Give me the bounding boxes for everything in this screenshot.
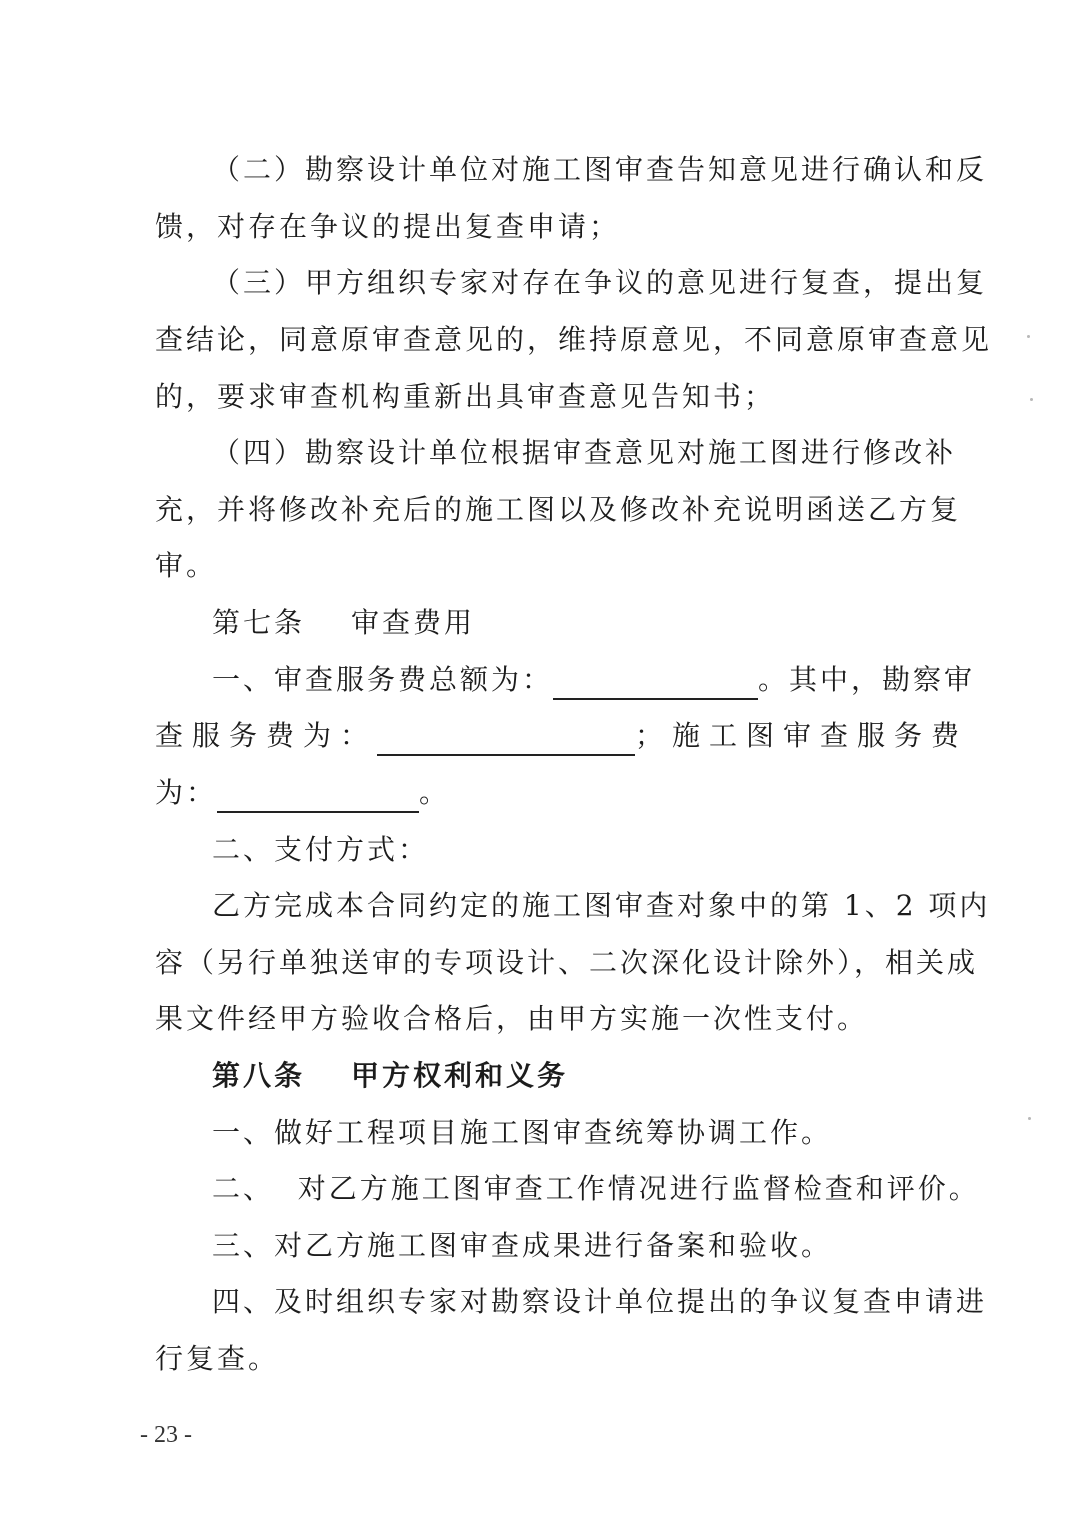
paragraph-line: 乙方完成本合同约定的施工图审查对象中的第 1、2 项内	[212, 889, 991, 922]
drawing-fee-line	[155, 773, 930, 813]
scan-speck	[1030, 398, 1033, 401]
list-item: 一、做好工程项目施工图审查统筹协调工作。	[212, 1116, 833, 1149]
list-item-continuation: 行复查。	[155, 1342, 280, 1375]
article-7-heading	[212, 603, 930, 643]
paragraph-line: （四）勘察设计单位根据审查意见对施工图进行修改补	[212, 436, 957, 469]
survey-fee-blank	[377, 724, 635, 756]
paragraph-line: 馈，对存在争议的提出复查申请；	[155, 210, 621, 243]
fee-total-blank	[553, 668, 758, 700]
article-title: 甲方权利和义务	[351, 1059, 569, 1092]
list-item: 二、 对乙方施工图审查工作情况进行监督检查和评价。	[212, 1172, 980, 1205]
fee-total-suffix: 。其中，勘察审	[758, 663, 976, 696]
paragraph-line: 充，并将修改补充后的施工图以及修改补充说明函送乙方复	[155, 493, 962, 526]
fee-total-label: 一、审查服务费总额为：	[212, 663, 554, 696]
paragraph-line: 查结论，同意原审查意见的，维持原意见，不同意原审查意见	[155, 323, 993, 356]
scan-speck	[1028, 1117, 1031, 1120]
drawing-fee-prefix: 为：	[155, 776, 218, 809]
fee-total-line	[212, 660, 976, 700]
payment-heading: 二、支付方式：	[212, 833, 430, 866]
article-number: 第八条	[212, 1059, 306, 1092]
article-title: 审查费用	[351, 606, 476, 639]
paragraph-line: 审。	[155, 549, 218, 582]
paragraph-line: （二）勘察设计单位对施工图审查告知意见进行确认和反	[212, 153, 988, 186]
article-number: 第七条	[212, 606, 306, 639]
page-number: - 23 -	[140, 1422, 192, 1448]
scan-speck	[1027, 335, 1030, 338]
drawing-fee-label: ；施工图审查服务费	[635, 719, 969, 752]
article-8-heading	[212, 1056, 930, 1096]
paragraph-line: 的，要求审查机构重新出具审查意见告知书；	[155, 380, 776, 413]
drawing-fee-blank	[217, 781, 419, 813]
list-item: 三、对乙方施工图审查成果进行备案和验收。	[212, 1229, 833, 1262]
paragraph-line: （三）甲方组织专家对存在争议的意见进行复查，提出复	[212, 266, 988, 299]
list-item: 四、及时组织专家对勘察设计单位提出的争议复查申请进	[212, 1285, 988, 1318]
survey-fee-label: 查服务费为：	[155, 719, 378, 752]
survey-fee-line	[155, 716, 969, 756]
paragraph-line: 果文件经甲方验收合格后，由甲方实施一次性支付。	[155, 1002, 869, 1035]
drawing-fee-suffix: 。	[419, 776, 451, 809]
paragraph-line: 容（另行单独送审的专项设计、二次深化设计除外），相关成	[155, 946, 979, 979]
